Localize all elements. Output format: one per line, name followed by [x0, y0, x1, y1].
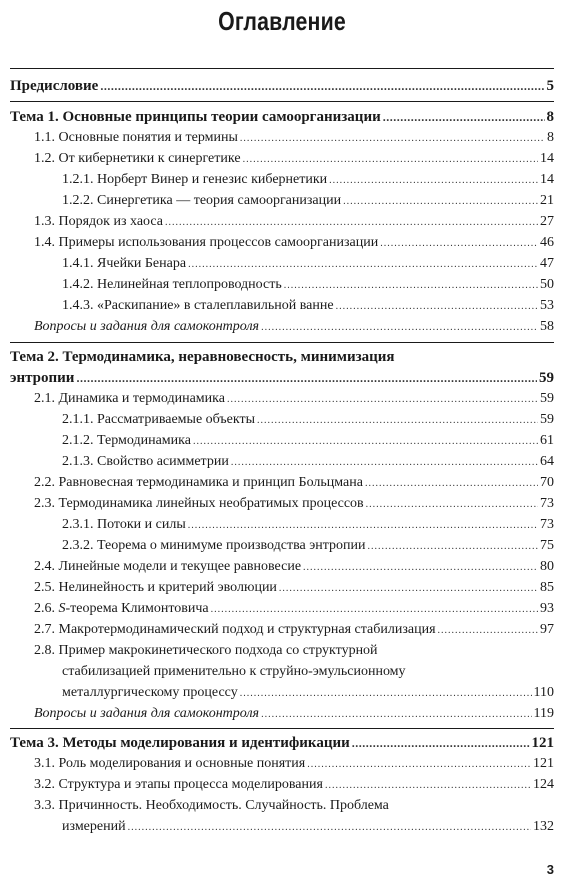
- section-divider: [10, 728, 554, 729]
- toc-entry-questions[interactable]: Вопросы и задания для самоконтроля ..... 119: [34, 704, 554, 725]
- toc-entry[interactable]: 3.1. Роль моделирования и основные понятия ..... 121: [34, 754, 554, 775]
- page-number: 3: [546, 862, 554, 877]
- toc-entry[interactable]: 1.2.2. Синергетика — теория самоорганизации ..... 21: [62, 191, 554, 212]
- toc-entry[interactable]: 2.6. S-теорема Климонтовича ..... 93: [34, 599, 554, 620]
- toc-entry[interactable]: 2.5. Нелинейность и критерий эволюции ..... 85: [34, 578, 554, 599]
- toc-entry[interactable]: 1.4.3. «Раскипание» в сталеплавильной ванне ..... 53: [62, 296, 554, 317]
- toc-entry[interactable]: 1.4. Примеры использования процессов самоорганизации ..... 46: [34, 233, 554, 254]
- toc-entry[interactable]: 1.4.1. Ячейки Бенара ..... 47: [62, 254, 554, 275]
- section-divider: [10, 342, 554, 343]
- toc-entry[interactable]: 2.7. Макротермодинамический подход и структурная стабилизация ..... 97: [34, 620, 554, 641]
- toc-entry-topic-2[interactable]: энтропии ..... 59: [10, 368, 554, 388]
- toc-entry[interactable]: 1.4.2. Нелинейная теплопроводность ..... 50: [62, 275, 554, 296]
- toc-entry-3-3-line1: 3.3. Причинность. Необходимость. Случайность. Проблема: [34, 798, 389, 813]
- page-title: Оглавление: [218, 6, 346, 36]
- toc-entry[interactable]: 2.3. Термодинамика линейных необратимых процессов ..... 73: [34, 494, 554, 515]
- toc-entry-topic-2-line1: Тема 2. Термодинамика, неравновесность, минимизация: [10, 349, 395, 365]
- toc-entry[interactable]: 1.2.1. Норберт Винер и генезис кибернетики ..... 14: [62, 170, 554, 191]
- toc-entry[interactable]: 2.1. Динамика и термодинамика ..... 59: [34, 389, 554, 410]
- toc-entry[interactable]: 2.1.1. Рассматриваемые объекты ..... 59: [62, 410, 554, 431]
- section-divider: [10, 101, 554, 102]
- toc-entry[interactable]: 1.3. Порядок из хаоса ..... 27: [34, 212, 554, 233]
- title-rule: [10, 68, 554, 69]
- toc-entry[interactable]: 2.3.2. Теорема о минимуме производства энтропии ..... 75: [62, 536, 554, 557]
- toc-entry[interactable]: 2.3.1. Потоки и силы ..... 73: [62, 515, 554, 536]
- toc-entry-topic-1[interactable]: Тема 1. Основные принципы теории самоорганизации ..... 8: [10, 107, 554, 127]
- toc-entry-topic-3[interactable]: Тема 3. Методы моделирования и идентификации ..... 121: [10, 733, 554, 753]
- toc-entry[interactable]: металлургическому процессу ..... 110: [62, 683, 554, 704]
- toc-entry[interactable]: 1.1. Основные понятия и термины ..... 8: [34, 128, 554, 149]
- toc-entry-questions[interactable]: Вопросы и задания для самоконтроля ..... 58: [34, 317, 554, 338]
- toc-entry-2-8-line2: стабилизацией применительно к струйно-эмульсионному: [62, 664, 406, 679]
- toc-entry-preface[interactable]: Предисловие ..... 5: [10, 76, 554, 96]
- toc-entry[interactable]: 2.1.2. Термодинамика ..... 61: [62, 431, 554, 452]
- toc-entry[interactable]: 2.4. Линейные модели и текущее равновесие ..... 80: [34, 557, 554, 578]
- toc-entry[interactable]: 2.2. Равновесная термодинамика и принцип Больцмана ..... 70: [34, 473, 554, 494]
- toc-entry[interactable]: измерений ..... 132: [62, 817, 554, 838]
- toc-entry[interactable]: 2.1.3. Свойство асимметрии ..... 64: [62, 452, 554, 473]
- toc-entry-2-8-line1: 2.8. Пример макрокинетического подхода со структурной: [34, 643, 378, 658]
- toc-entry[interactable]: 3.2. Структура и этапы процесса моделирования ..... 124: [34, 775, 554, 796]
- toc-entry[interactable]: 1.2. От кибернетики к синергетике ..... 14: [34, 149, 554, 170]
